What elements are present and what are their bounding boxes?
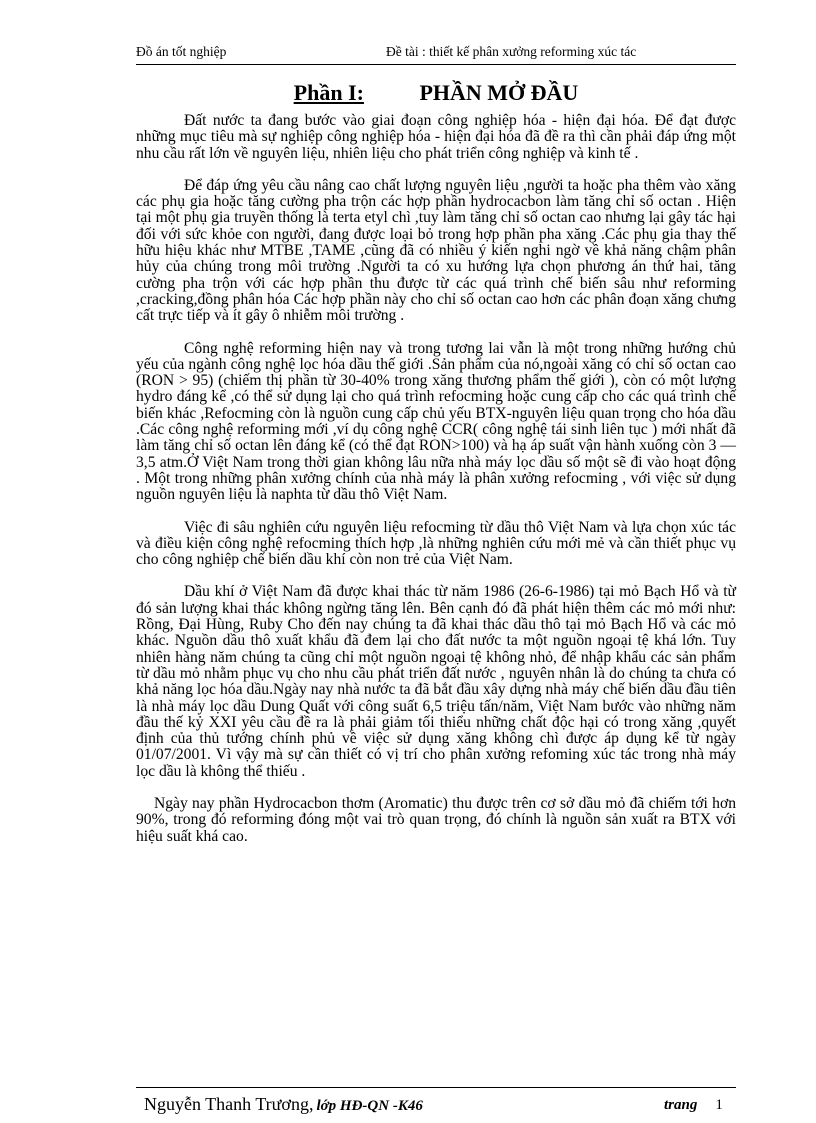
document-body <box>136 113 736 861</box>
section-part-label: Phần I: <box>293 80 364 105</box>
paragraph-6: Ngày nay phần Hydrocacbon thơm (Aromatic) thu được trên cơ sở dầu mỏ đã chiếm tới hơn 90%, trong đó reforming đóng một vai trò quan trọng, đó chính là nguồn sản xuất ra BTX với hiệu suất khá cao. <box>136 794 736 845</box>
page-footer <box>136 1087 736 1118</box>
page-number-block <box>664 1097 723 1114</box>
page-word: trang <box>664 1097 698 1113</box>
section-title <box>136 80 736 106</box>
header-left-text: Đồ án tốt nghiệp <box>136 44 227 59</box>
class-label: lớp HĐ-QN -K46 <box>316 1098 423 1114</box>
paragraph-4: Việc đi sâu nghiên cứu nguyên liệu refocming từ dầu thô Việt Nam và lựa chọn xúc tác và điều kiện công nghệ refocming thích hợp ,là những nghiên cứu mới mẻ và cần thiết phục vụ cho công nghiệp chế biến dầu khí còn non trẻ của Việt Nam. <box>136 518 736 569</box>
paragraph-3: Công nghệ reforming hiện nay và trong tương lai vẫn là một trong những hướng chủ yếu của ngành công nghệ lọc hóa dầu thế giới .Sản phẩm của nó,ngoài xăng có chỉ số octan cao (RON > 95) (chiếm thị phần từ 30-40% trong xăng thương phẩm thế giới ), còn có một lượng hydro đáng kể ,có thể sử dụng lại cho quá trình refocming hoặc cung cấp cho các quá trình chế biến khác ,Refocming còn là nguồn cung cấp chủ yếu BTX-nguyên liệu quan trọng cho hóa dầu .Các công nghệ reforming mới ,ví dụ công nghệ CCR( công nghệ tái sinh liên tục ) mới nhất đã làm tăng chỉ số octan lên đáng kể (có thể đạt RON>100) và hạ áp suất vận hành xuống còn 3 — 3,5 atm.Ở Việt Nam trong thời gian không lâu nữa nhà máy lọc dầu số một sẽ đi vào hoạt động . Một trong những phân xưởng chính của nhà máy là phân xưởng refocming , với việc sử dụng nguồn nguyên liệu là naphta từ dầu thô Việt Nam. <box>136 339 736 504</box>
footer-author <box>144 1094 423 1115</box>
header-right-text: Đề tài : thiết kế phân xưởng reforming xúc tác <box>386 44 637 59</box>
paragraph-2: Để đáp ứng yêu cầu nâng cao chất lượng nguyên liệu ,người ta hoặc pha thêm vào xăng các phụ gia hoặc tăng cường pha trộn các hợp phần hydrocacbon làm tăng chỉ số octan . Hiện tại một phụ gia truyền thống là terta etyl chì ,tuy làm tăng chỉ số octan cao nhưng lại gây tác hại đối với sức khỏe con người, đang được loại bỏ trong hợp phần pha xăng .Các phụ gia thay thế hữu hiệu khác như MTBE ,TAME ,cũng đã có nhiều ý kiến nghi ngờ về khả năng chậm phân hủy của chúng trong môi trường .Người ta có xu hướng lựa chọn phương án thứ hai, tăng cường pha trộn với các hợp phần thu được từ các quá trình chế biến sâu như reforming ,cracking,đồng phân hóa Các hợp phần này cho chỉ số octan cao hơn các phân đoạn xăng chưng cất trực tiếp và ít gây ô nhiễm môi trường . <box>136 176 736 325</box>
author-name: Nguyễn Thanh Trương, <box>144 1094 314 1114</box>
paragraph-5: Dầu khí ở Việt Nam đã được khai thác từ năm 1986 (26-6-1986) tại mỏ Bạch Hổ và từ đó sản lượng khai thác không ngừng tăng lên. Bên cạnh đó đã phát hiện thêm các mỏ mới như: Rồng, Đại Hùng, Ruby Cho đến nay chúng ta đã khai thác dầu thô tại mỏ Bạch Hổ và các mỏ khác. Nguồn dầu thô xuất khẩu đã đem lại cho đất nước ta một nguồn ngoại tệ khá lớn. Tuy nhiên hàng năm chúng ta cũng chỉ một nguồn ngoại tệ không nhỏ, để nhập khẩu các sản phẩm từ dầu mỏ nhằm phục vụ cho nhu cầu phát triển đất nước , nguyên nhân là do chúng ta chưa có khả năng lọc hóa dầu.Ngày nay nhà nước ta đã bắt đầu xây dựng nhà máy chế biến dầu đầu tiên là nhà máy lọc dầu Dung Quất với công suất 6,5 triệu tấn/năm, Việt Nam bước vào những năm đầu thế kỷ XXI yêu cầu đề ra là phải giảm tối thiểu những chất độc hại có trong xăng ,quyết định của thủ tướng chính phủ về việc sử dụng xăng không chì được áp dụng kể từ ngày 01/07/2001. Vì vậy mà sự cần thiết có vị trí cho phân xưởng refoming xúc tác trong nhà máy lọc dầu là không thể thiếu . <box>136 583 736 780</box>
section-title-name: PHẦN MỞ ĐẦU <box>419 80 579 105</box>
page-number: 1 <box>715 1097 723 1113</box>
paragraph-1: Đất nước ta đang bước vào giai đoạn công nghiệp hóa - hiện đại hóa. Để đạt được những mục tiêu mà sự nghiệp công nghiệp hóa - hiện đại hóa đã đề ra thì cần phải đáp ứng một nhu cầu rất lớn về nguyên liệu, nhiên liệu cho phát triển công nghiệp và kinh tế . <box>136 112 736 162</box>
page-header <box>136 44 736 65</box>
